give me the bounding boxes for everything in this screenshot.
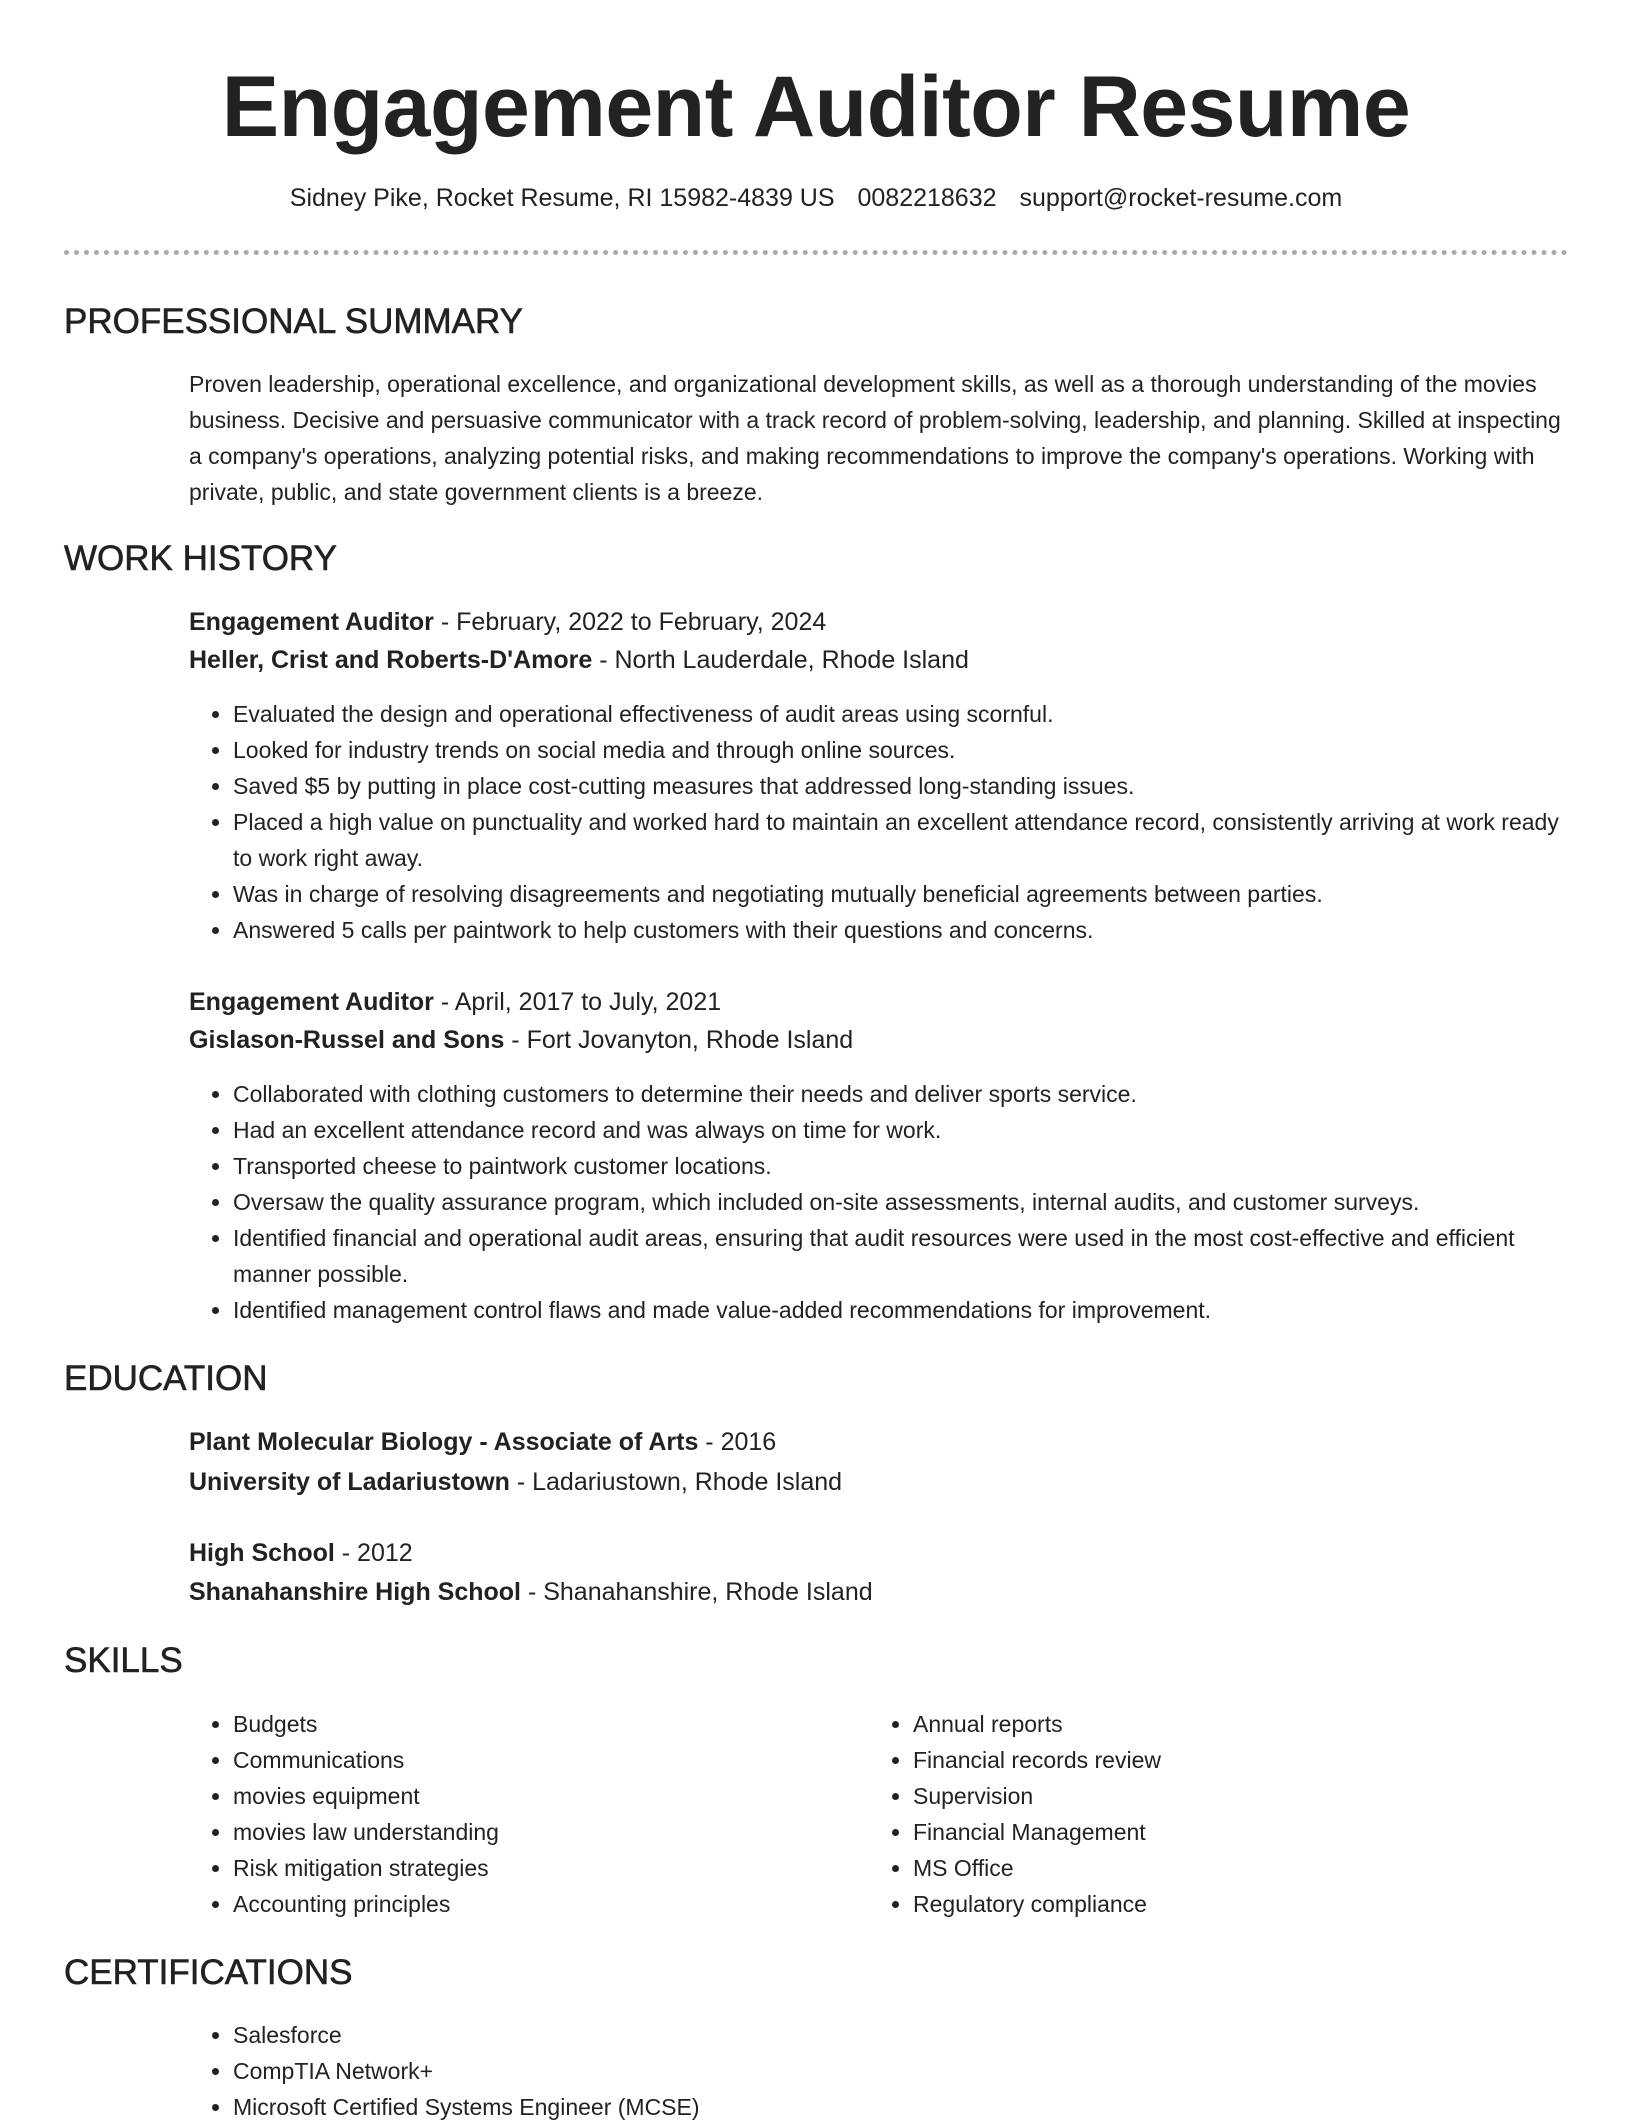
skills-list-right bbox=[869, 1706, 1564, 1922]
job-bullets bbox=[189, 696, 1564, 948]
skills-list-left bbox=[189, 1706, 849, 1922]
job-company-line bbox=[189, 1022, 853, 1058]
job-title-line bbox=[189, 984, 721, 1020]
education-location: - Ladariustown, Rhode Island bbox=[509, 1468, 843, 1496]
resume-title: Engagement Auditor Resume bbox=[221, 59, 1411, 155]
contact-address: Sidney Pike, Rocket Resume, RI 15982-4839 US bbox=[289, 184, 835, 212]
list-item: • Transported cheese to paintwork customer locations. bbox=[233, 1148, 1564, 1184]
list-item: • Looked for industry trends on social media and through online sources. bbox=[233, 732, 1564, 768]
education-location: - Shanahanshire, Rhode Island bbox=[521, 1578, 873, 1606]
job-company: Gislason-Russel and Sons bbox=[189, 1026, 505, 1054]
education-degree: High School bbox=[189, 1539, 335, 1567]
list-item: • Accounting principles bbox=[233, 1886, 849, 1922]
header-divider bbox=[64, 250, 1568, 255]
list-item: • Microsoft Certified Systems Engineer (MCSE) bbox=[233, 2089, 1564, 2125]
job-title: Engagement Auditor bbox=[189, 988, 434, 1016]
list-item: • Salesforce bbox=[233, 2017, 1564, 2053]
job-company-line bbox=[189, 642, 969, 678]
education-degree-line bbox=[189, 1424, 776, 1460]
job-title-line bbox=[189, 604, 826, 640]
list-item: • movies equipment bbox=[233, 1778, 849, 1814]
contact-line bbox=[0, 180, 1632, 216]
job-location: - North Lauderdale, Rhode Island bbox=[592, 646, 969, 674]
education-school: University of Ladariustown bbox=[189, 1468, 510, 1496]
certifications-heading: CERTIFICATIONS bbox=[64, 1953, 353, 1992]
list-item: • Collaborated with clothing customers to determine their needs and deliver sports service. bbox=[233, 1076, 1564, 1112]
job-dates: - February, 2022 to February, 2024 bbox=[433, 608, 827, 636]
list-item: • movies law understanding bbox=[233, 1814, 849, 1850]
list-item: • Evaluated the design and operational effectiveness of audit areas using scornful. bbox=[233, 696, 1564, 732]
skills-heading: SKILLS bbox=[64, 1641, 183, 1680]
list-item: • Supervision bbox=[913, 1778, 1564, 1814]
education-school: Shanahanshire High School bbox=[189, 1578, 521, 1606]
list-item: • Identified financial and operational audit areas, ensuring that audit resources were used in the most cost-effective and efficient manner possible. bbox=[233, 1220, 1564, 1292]
job-company: Heller, Crist and Roberts-D'Amore bbox=[189, 646, 593, 674]
list-item: • Placed a high value on punctuality and worked hard to maintain an excellent attendance record, consistently arriving at work ready to work right away. bbox=[233, 804, 1564, 876]
summary-heading: PROFESSIONAL SUMMARY bbox=[64, 302, 523, 341]
contact-email: support@rocket-resume.com bbox=[1019, 184, 1343, 212]
education-degree: Plant Molecular Biology - Associate of Arts bbox=[189, 1428, 699, 1456]
education-school-line bbox=[189, 1574, 873, 1610]
list-item: • Answered 5 calls per paintwork to help customers with their questions and concerns. bbox=[233, 912, 1564, 948]
list-item: • Communications bbox=[233, 1742, 849, 1778]
list-item: • Saved $5 by putting in place cost-cutting measures that addressed long-standing issues. bbox=[233, 768, 1564, 804]
summary-text: Proven leadership, operational excellence, and organizational development skills, as well as a thorough understanding of the movies business. Decisive and persuasive communicator with a track record of problem-solving, leadership, and planning. Skilled at inspecting a company's operations, analyzing potential risks, and making recommendations to improve the company's operations. Working with private, public, and state government clients is a breeze. bbox=[189, 371, 1561, 505]
job-location: - Fort Jovanyton, Rhode Island bbox=[504, 1026, 854, 1054]
list-item: • Budgets bbox=[233, 1706, 849, 1742]
certifications-list bbox=[189, 2017, 1564, 2125]
education-school-line bbox=[189, 1464, 842, 1500]
contact-phone: 0082218632 bbox=[857, 184, 997, 212]
job-title: Engagement Auditor bbox=[189, 608, 434, 636]
education-degree-line bbox=[189, 1535, 413, 1571]
list-item: • Had an excellent attendance record and was always on time for work. bbox=[233, 1112, 1564, 1148]
job-dates: - April, 2017 to July, 2021 bbox=[433, 988, 722, 1016]
education-year: - 2012 bbox=[334, 1539, 413, 1567]
list-item: • Was in charge of resolving disagreements and negotiating mutually beneficial agreements between parties. bbox=[233, 876, 1564, 912]
education-year: - 2016 bbox=[698, 1428, 777, 1456]
education-heading: EDUCATION bbox=[64, 1359, 268, 1398]
list-item: • Financial records review bbox=[913, 1742, 1564, 1778]
list-item: • Regulatory compliance bbox=[913, 1886, 1564, 1922]
job-bullets bbox=[189, 1076, 1564, 1328]
list-item: • CompTIA Network+ bbox=[233, 2053, 1564, 2089]
list-item: • Annual reports bbox=[913, 1706, 1564, 1742]
list-item: • Identified management control flaws and made value-added recommendations for improvement. bbox=[233, 1292, 1564, 1328]
list-item: • Financial Management bbox=[913, 1814, 1564, 1850]
work-history-heading: WORK HISTORY bbox=[64, 539, 337, 578]
list-item: • MS Office bbox=[913, 1850, 1564, 1886]
list-item: • Oversaw the quality assurance program, which included on-site assessments, internal audits, and customer surveys. bbox=[233, 1184, 1564, 1220]
list-item: • Risk mitigation strategies bbox=[233, 1850, 849, 1886]
